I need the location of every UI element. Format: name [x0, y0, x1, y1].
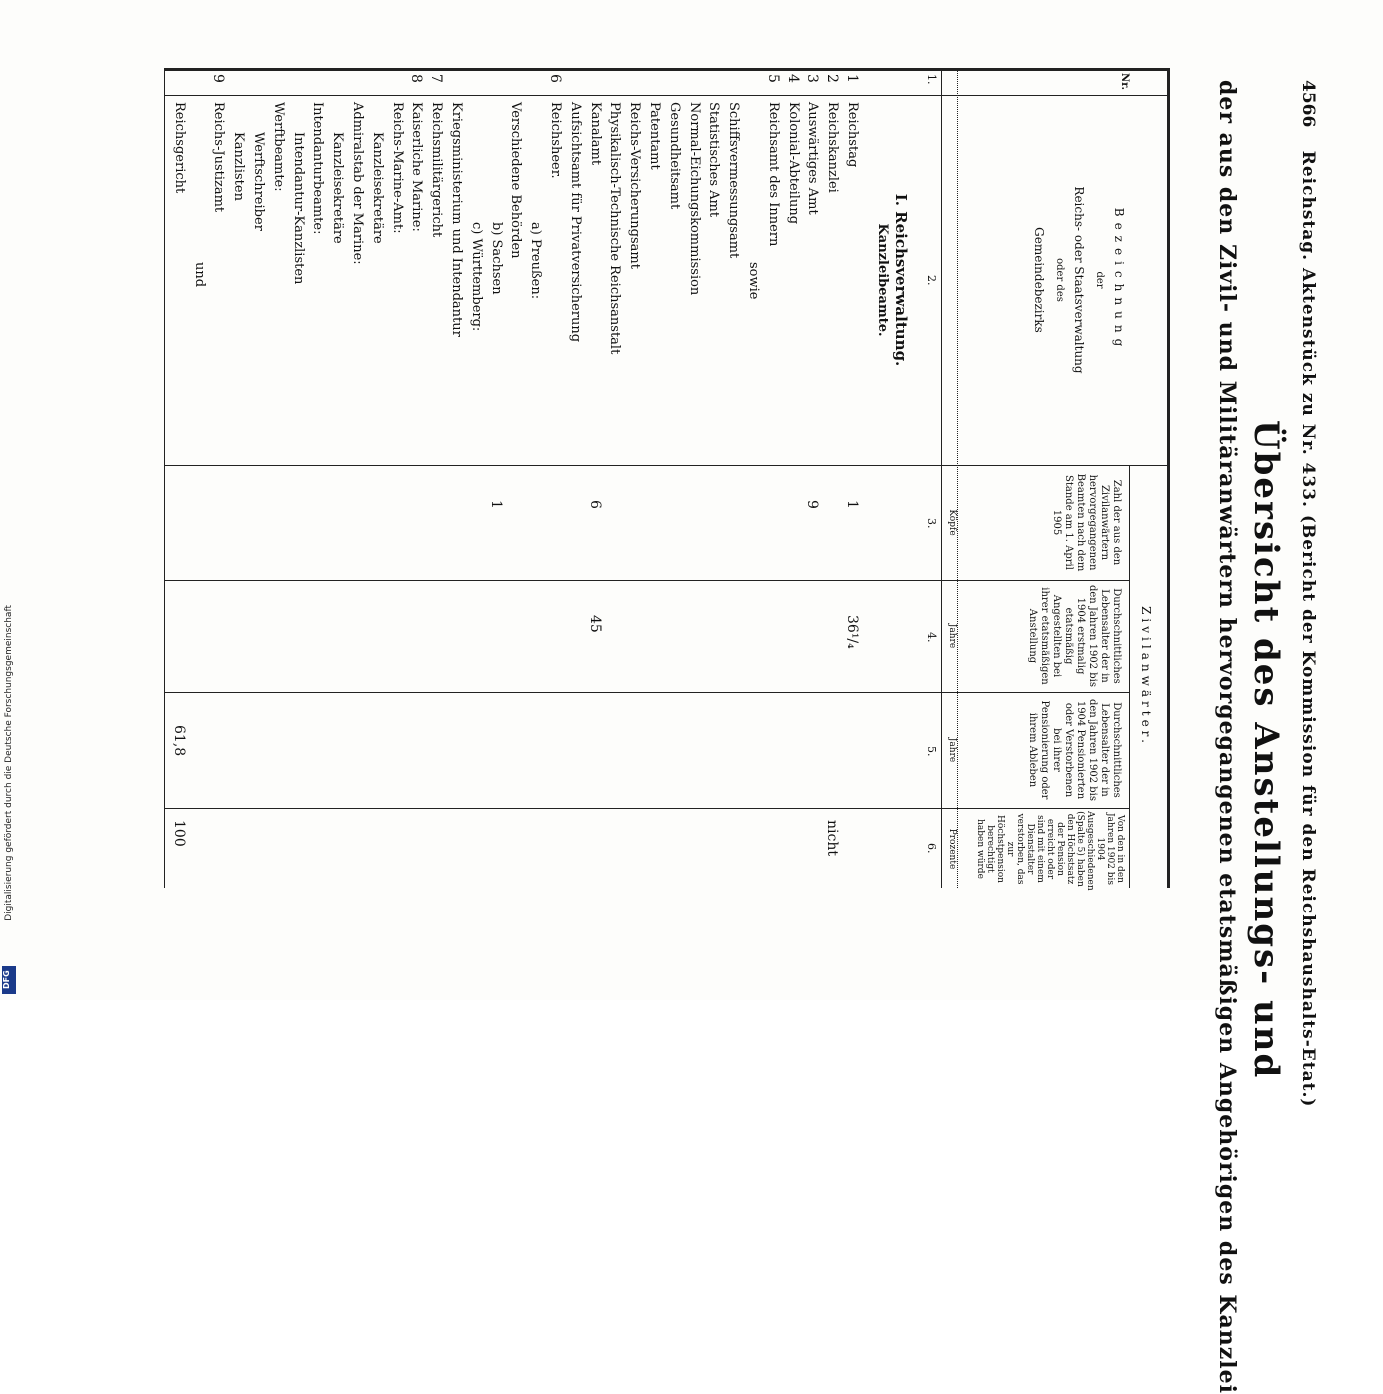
row-label: Auswärtiges Amt [805, 102, 821, 215]
table-header-rule [941, 68, 942, 888]
row-label: a) Preußen: [528, 222, 544, 300]
header-oder-des: oder des [1054, 258, 1065, 302]
section-title: I. Reichsverwaltung. [892, 193, 910, 367]
row-label: Statistisches Amt [706, 102, 722, 218]
row-label: Kaiserliche Marine: [409, 102, 425, 232]
col-divider-5 [165, 808, 1130, 809]
header-col4-unit: Jahre [947, 623, 957, 649]
row-label: Admiralstab der Marine: [350, 102, 365, 265]
header-col6: Von den in den Jahren 1902 bis 1904 Ausgeschiedenen (Spalte 5) haben den Höchstsatz der Pension erreicht oder sind mit einem Dienstalter verstorben, das zur Höchstpension berechtigt haben würde [975, 811, 1125, 891]
cell-col3: 1 [487, 500, 504, 509]
header-col5: Durchschnittliches Lebensalter der in den Jahren 1902 bis 1904 Pensionierten oder Verstorbenen bei ihrer Pensionierung oder ihrem Ableben [1027, 698, 1122, 802]
table-top-rule [1167, 68, 1170, 888]
row-label: Normal-Eichungskommission [686, 102, 702, 296]
row-label: c) Württemberg: [468, 222, 484, 332]
document-title: Übersicht des Anstellungs- und [1246, 420, 1286, 1080]
row-number: 2 [824, 74, 841, 83]
zivil-group-rule [1129, 465, 1130, 888]
cell-col4: 45 [586, 615, 603, 633]
row-label: b) Sachsen [488, 222, 504, 295]
row-label: Reichs-Marine-Amt: [389, 102, 405, 234]
header-der: der [1094, 271, 1105, 289]
cell-col3: 6 [586, 500, 603, 509]
row-label: Kanalamt [587, 102, 603, 166]
header-gemeindebezirk: Gemeindebezirks [1032, 227, 1046, 333]
row-label: Gesundheitsamt [666, 102, 682, 210]
row-label: Werftbeamte: [270, 102, 286, 192]
table-left-rule [165, 68, 1170, 71]
running-header [1298, 80, 1318, 1107]
col-divider-2 [165, 465, 1170, 466]
colnum-2: 2. [925, 275, 938, 286]
row-number: 3 [804, 74, 821, 83]
col-divider-1 [165, 95, 1170, 96]
row-label: Kanzleisekretäre [330, 132, 346, 244]
cell-col6: nicht [824, 820, 841, 856]
row-label: Werftschreiber [251, 132, 266, 231]
row-label: Intendanturbeamte: [310, 102, 326, 235]
colnum-5: 5. [925, 746, 938, 757]
row-label: Reichstag [845, 102, 860, 168]
row-label: Patentamt [647, 102, 662, 170]
cell-col3: 1 [844, 500, 860, 509]
running-title: Reichstag. Aktenstück zu Nr. 433. (Bericht der Kommission für den Reichshaushalts-Etat.) [1298, 150, 1318, 1108]
row-number: 1 [844, 74, 860, 83]
row-label: Reichsmilitärgericht [429, 102, 445, 238]
row-label: Reichskanzlei [825, 102, 841, 193]
header-col4: Durchschnittliches Lebensalter der in den Jahren 1902 bis 1904 erstmalig etatsmäßig Angestellten bei ihrer etatsmäßigen Anstellung [1027, 584, 1122, 688]
cell-col4: 36¹/₄ [844, 615, 860, 649]
cell-col5: 61,8 [170, 725, 187, 757]
row-label: Kanzleisekretäre [369, 132, 385, 244]
row-label: Reichs-Justizamt [211, 102, 227, 213]
cell-col6: 100 [170, 820, 187, 847]
header-zivilanwaerter: Zivilanwärter. [1139, 606, 1153, 747]
row-label: Verschiedene Behörden [508, 102, 524, 259]
col-divider-3 [165, 580, 1130, 581]
header-col6-unit: Prozente [947, 828, 957, 870]
row-label: Physikalisch-Technische Reichsanstalt [607, 102, 623, 355]
row-label: Aufsichtsamt für Privatversicherung [567, 102, 583, 343]
row-label: Reichsamt des Innern [765, 102, 781, 247]
row-label: Schiffsvermessungsamt [726, 102, 742, 259]
header-col3-unit: Köpfe [947, 509, 957, 536]
colnum-6: 6. [925, 843, 938, 854]
colnum-rule [957, 68, 958, 888]
col-divider-4 [165, 692, 1130, 693]
row-label: Kolonial-Abteilung [785, 102, 801, 225]
row-number: 9 [210, 74, 227, 83]
row-label: Reichsheer. [548, 102, 563, 179]
row-label: sowie [746, 262, 761, 300]
colnum-3: 3. [925, 518, 938, 529]
page-number: 4566 [1298, 80, 1318, 128]
row-label: Kriegsministerium und Intendantur [449, 102, 464, 337]
row-label: Kanzlisten [231, 132, 247, 201]
colnum-4: 4. [925, 632, 938, 643]
cell-col3: 9 [804, 500, 821, 509]
row-label: Reichsgericht [171, 102, 187, 194]
row-number: 8 [408, 74, 425, 83]
row-label: Intendantur-Kanzlisten [290, 132, 306, 285]
row-number: 5 [764, 74, 781, 83]
header-col5-unit: Jahre [947, 737, 957, 763]
header-nr: Nr. [1119, 73, 1130, 90]
section-subtitle: Kanzleibeamte. [875, 223, 890, 337]
row-label: Reichs-Versicherungsamt [627, 102, 643, 269]
row-number: 7 [428, 74, 445, 83]
table-bottom-rule [164, 68, 165, 888]
header-col3: Zahl der aus den Zivilanwärtern hervorgegangenen Beamten nach dem Stande am 1. April 1905 [1051, 473, 1122, 572]
header-verwaltung: Reichs- oder Staatsverwaltung [1072, 186, 1086, 374]
row-number: 4 [784, 74, 801, 83]
document-subtitle: der aus den Zivil- und Militäranwärtern hervorgegangenen etatsmäßigen Angehörigen des Kanzlei [1214, 80, 1240, 1394]
header-bezeichnung: Bezeichnung [1112, 207, 1126, 353]
dfg-logo: DFG [2, 966, 16, 994]
row-number: 6 [547, 74, 563, 83]
row-label: und [191, 262, 207, 288]
colnum-1: 1. [925, 74, 938, 85]
digitization-note: Digitalisierung gefördert durch die Deutsche Forschungsgemeinschaft [4, 605, 14, 921]
